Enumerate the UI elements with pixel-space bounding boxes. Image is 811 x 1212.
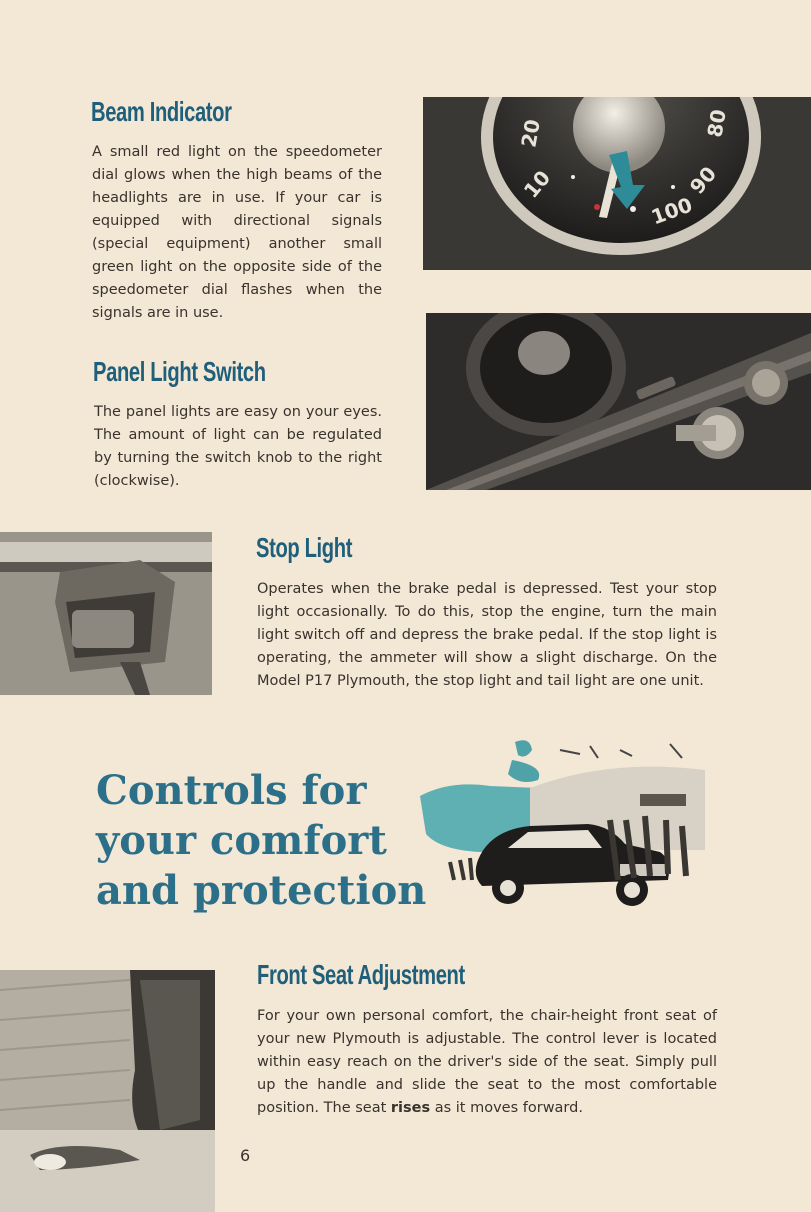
- stop-light-heading: Stop Light: [256, 532, 353, 563]
- seat-adjustment-photo: [0, 970, 215, 1212]
- dial-number: 90: [684, 161, 722, 199]
- page-number: 6: [240, 1146, 251, 1165]
- dial-number: 10: [518, 165, 556, 203]
- dial-number: 100: [647, 192, 696, 230]
- dial-number: 80: [702, 107, 731, 140]
- panel-light-switch-heading: Panel Light Switch: [93, 356, 266, 387]
- dial-number: 20: [516, 117, 545, 150]
- panel-light-switch-text: The panel lights are easy on your eyes. The amount of light can be regulated by turning the switch knob to the right (clockwise).: [94, 404, 382, 489]
- speedometer-photo: [423, 97, 811, 270]
- car-illustration: [420, 730, 720, 920]
- section-title: Controls for your comfort and protection: [96, 767, 427, 914]
- front-seat-text-part: For your own personal comfort, the chair-height front seat of your new Plymouth is adjustable. The control lever is located within easy reach on the driver's side of the seat. Simply pull up the handle and slide the seat to the most comfortable position. The seat: [257, 1008, 717, 1116]
- panel-switch-photo: [426, 313, 811, 490]
- front-seat-adjustment-text: [257, 1005, 717, 1120]
- beam-indicator-heading: Beam Indicator: [91, 96, 232, 127]
- front-seat-text-part: as it moves forward.: [430, 1100, 583, 1116]
- stop-light-photo: [0, 532, 212, 695]
- front-seat-text-bold: rises: [390, 1100, 431, 1116]
- beam-indicator-text: A small red light on the speedometer dial glows when the high beams of the headlights are in use. If your car is equipped with directional signals (special equipment) another small green light on the opposite side of the speedometer dial flashes when the signals are in use.: [92, 144, 382, 321]
- front-seat-adjustment-heading: Front Seat Adjustment: [257, 959, 465, 990]
- stop-light-text: Operates when the brake pedal is depressed. Test your stop light occasionally. To do this, stop the engine, turn the main light switch off and depress the brake pedal. If the stop light is operating, the ammeter will show a slight discharge. On the Model P17 Plymouth, the stop light and tail light are one unit.: [257, 581, 717, 689]
